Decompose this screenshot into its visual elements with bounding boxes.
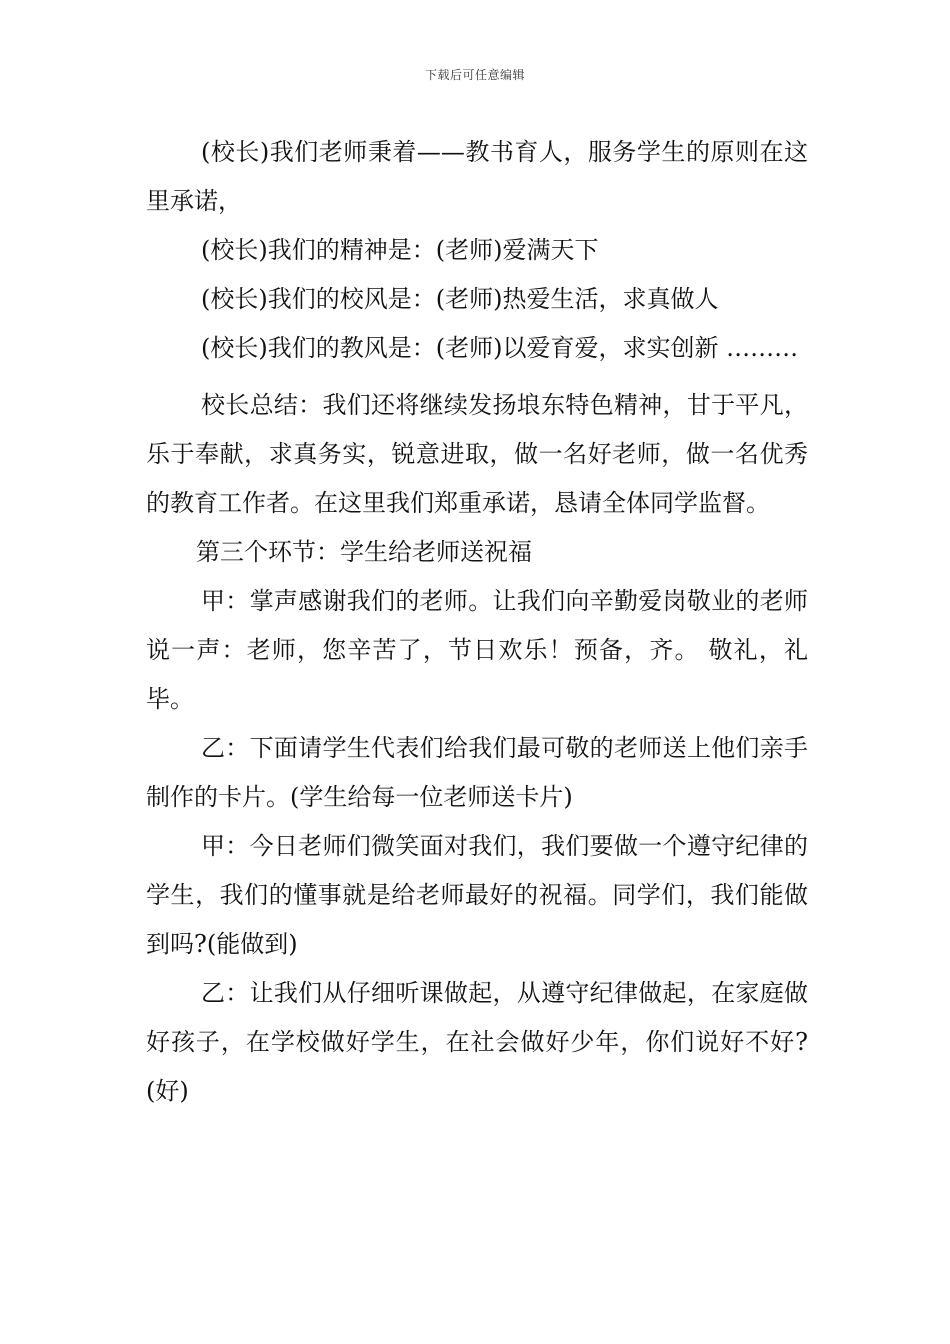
header-note: 下载后可任意编辑 (424, 68, 525, 82)
paragraph-host-a-thanks: 甲：掌声感谢我们的老师。让我们向辛勤爱岗敬业的老师说一声：老师，您辛苦了，节日欢乐！预备，齐。 敬礼，礼毕。 (146, 587, 808, 713)
paragraph-host-b-cards: 乙：下面请学生代表们给我们最可敬的老师送上他们亲手制作的卡片。(学生给每一位老师送卡片) (146, 734, 808, 811)
paragraph-principal-pledge: (校长)我们老师秉着——教书育人，服务学生的原则在这里承诺， (146, 138, 808, 215)
paragraph-teaching-style: (校长)我们的教风是：(老师)以爱育爱，求实创新 ……… (201, 334, 799, 362)
paragraph-spirit: (校长)我们的精神是：(老师)爱满天下 (201, 236, 599, 264)
paragraph-school-motto: (校长)我们的校风是：(老师)热爱生活，求真做人 (201, 285, 719, 313)
section-heading-third-part: 第三个环节：学生给老师送祝福 (196, 538, 532, 566)
paragraph-principal-summary: 校长总结：我们还将继续发扬埌东特色精神，甘于平凡，乐于奉献，求真务实，锐意进取，做一名好老师，做一名优秀的教育工作者。在这里我们郑重承诺，恳请全体同学监督。 (146, 391, 808, 517)
document-body (146, 128, 808, 1116)
paragraph-host-a-discipline: 甲：今日老师们微笑面对我们，我们要做一个遵守纪律的学生，我们的懂事就是给老师最好的祝福。同学们，我们能做到吗?(能做到) (146, 832, 808, 958)
paragraph-host-b-conduct: 乙：让我们从仔细听课做起，从遵守纪律做起，在家庭做好孩子，在学校做好学生，在社会做好少年，你们说好不好?(好) (146, 979, 808, 1105)
